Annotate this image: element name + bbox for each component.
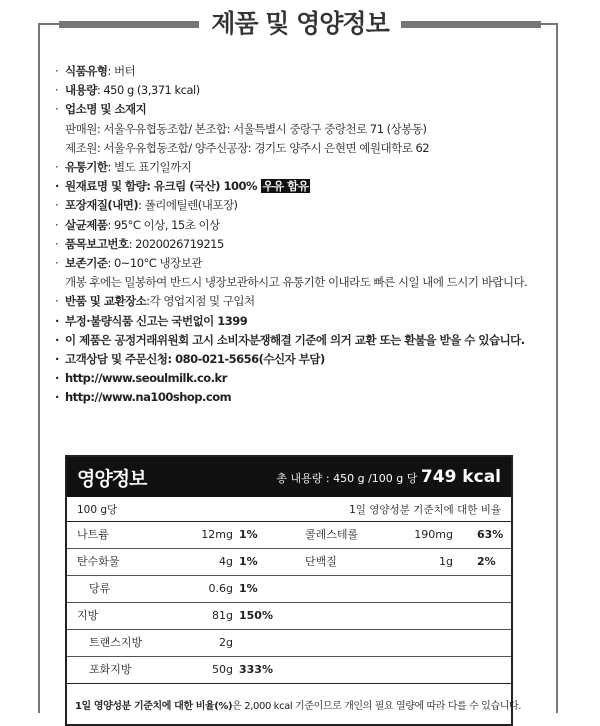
info-manufacturer: 제조원: 서울우유협동조합/ 양주신공장: 경기도 양주시 은현면 예원대학로 62 xyxy=(65,140,430,155)
nutrient-amt2: 1g xyxy=(439,555,453,568)
info-type: · 식품유형: 버터 xyxy=(55,64,136,78)
nutrient-pct: 333% xyxy=(239,663,273,676)
nutrient-pct: 1% xyxy=(239,555,258,568)
nutrient-name: 당류 xyxy=(89,582,111,595)
title-header xyxy=(0,6,600,42)
info-cs: · 고객상담 및 주문신청: 080-021-5656(수신자 부담) xyxy=(55,352,325,367)
nutrient-amt: 81g xyxy=(212,609,233,622)
info-return: · 반품 및 교환장소:각 영업지점 및 구입처 xyxy=(55,294,255,309)
nutrient-row xyxy=(67,576,511,603)
nutrition-footer: 1일 영양성분 기준치에 대한 비율(%) 은 2,000 kcal 기준이므로 개인의 필요 열량에 따라 다를 수 있습니다. xyxy=(67,683,511,724)
nutrient-row xyxy=(67,603,511,630)
nutrient-name: 지방 xyxy=(77,609,99,622)
allergen-badge: 우유 함유 xyxy=(262,179,309,194)
nutrient-name: 트랜스지방 xyxy=(89,636,143,649)
nutrient-pct2: 2% xyxy=(477,555,496,568)
nutrient-pct: 1% xyxy=(239,528,258,541)
nutrient-amt2: 190mg xyxy=(414,528,453,541)
nutrient-amt: 50g xyxy=(212,663,233,676)
nutrient-row xyxy=(67,630,511,657)
nutrient-name: 나트륨 xyxy=(77,528,109,541)
nutrient-name: 포화지방 xyxy=(89,663,132,676)
info-content: · 내용량: 450 g (3,371 kcal) xyxy=(55,83,200,98)
info-url-2[interactable]: · http://www.na100shop.com xyxy=(55,390,232,405)
nutrition-subheader xyxy=(67,497,511,522)
info-report-bad: · 부정·불량식품 신고는 국번없이 1399 xyxy=(55,313,248,328)
nutrient-amt: 0.6g xyxy=(208,582,233,595)
info-storage: · 보존기준: 0~10°C 냉장보관 xyxy=(55,256,202,271)
info-maker: · 업소명 및 소재지 xyxy=(55,102,147,117)
product-info xyxy=(55,62,555,408)
nutrition-table xyxy=(65,455,522,726)
nutrient-name: 탄수화물 xyxy=(77,555,120,568)
nutrient-amt: 2g xyxy=(219,636,233,649)
info-seller: 판매원: 서울우유협동조합/ 본조합: 서울특별시 중랑구 중랑천로 71 (상봉동) xyxy=(65,121,427,136)
nutrition-total: 총 내용량 : 450 g /100 g 당 749 kcal xyxy=(276,467,501,487)
nutrient-name2: 단백질 xyxy=(305,555,337,568)
nutrient-row xyxy=(67,549,511,576)
nutrient-name2: 콜레스테롤 xyxy=(305,528,359,541)
info-pack: · 포장재질(내면): 폴리에틸렌(내포장) xyxy=(55,198,238,213)
nutrient-row xyxy=(67,657,511,683)
title-rule-right xyxy=(401,21,541,28)
nutrient-pct: 1% xyxy=(239,582,258,595)
info-url-1[interactable]: · http://www.seoulmilk.co.kr xyxy=(55,371,227,386)
daily-value-header: 1일 영양성분 기준치에 대한 비율 xyxy=(349,503,501,516)
nutrient-pct2: 63% xyxy=(477,528,504,541)
info-report-no: · 품목보고번호: 2020026719215 xyxy=(55,236,224,251)
info-raw: · 원재료명 및 함량: 유크림 (국산) 100% 우유 함유 xyxy=(55,179,309,194)
nutrition-header xyxy=(67,457,511,497)
info-expiry: · 유통기한: 별도 표기일까지 xyxy=(55,160,192,175)
title-rule-left xyxy=(59,21,199,28)
info-exchange: · 이 제품은 공정거래위원회 고시 소비자분쟁해결 기준에 의거 교환 또는 환불을 받을 수 있습니다. xyxy=(55,332,525,347)
nutrient-row xyxy=(67,522,511,549)
nutrient-amt: 12mg xyxy=(201,528,233,541)
nutrient-pct: 150% xyxy=(239,609,273,622)
page-title: 제품 및 영양정보 xyxy=(199,6,400,42)
info-steril: · 살균제품: 95°C 이상, 15초 이상 xyxy=(55,217,220,232)
nutrition-title: 영양정보 xyxy=(77,467,147,490)
info-storage-note: 개봉 후에는 밀봉하여 반드시 냉장보관하시고 유통기한 이내라도 빠른 시일 내에 드시기 바랍니다. xyxy=(65,275,528,290)
nutrient-amt: 4g xyxy=(219,555,233,568)
per-serving: 100 g당 xyxy=(77,503,118,516)
